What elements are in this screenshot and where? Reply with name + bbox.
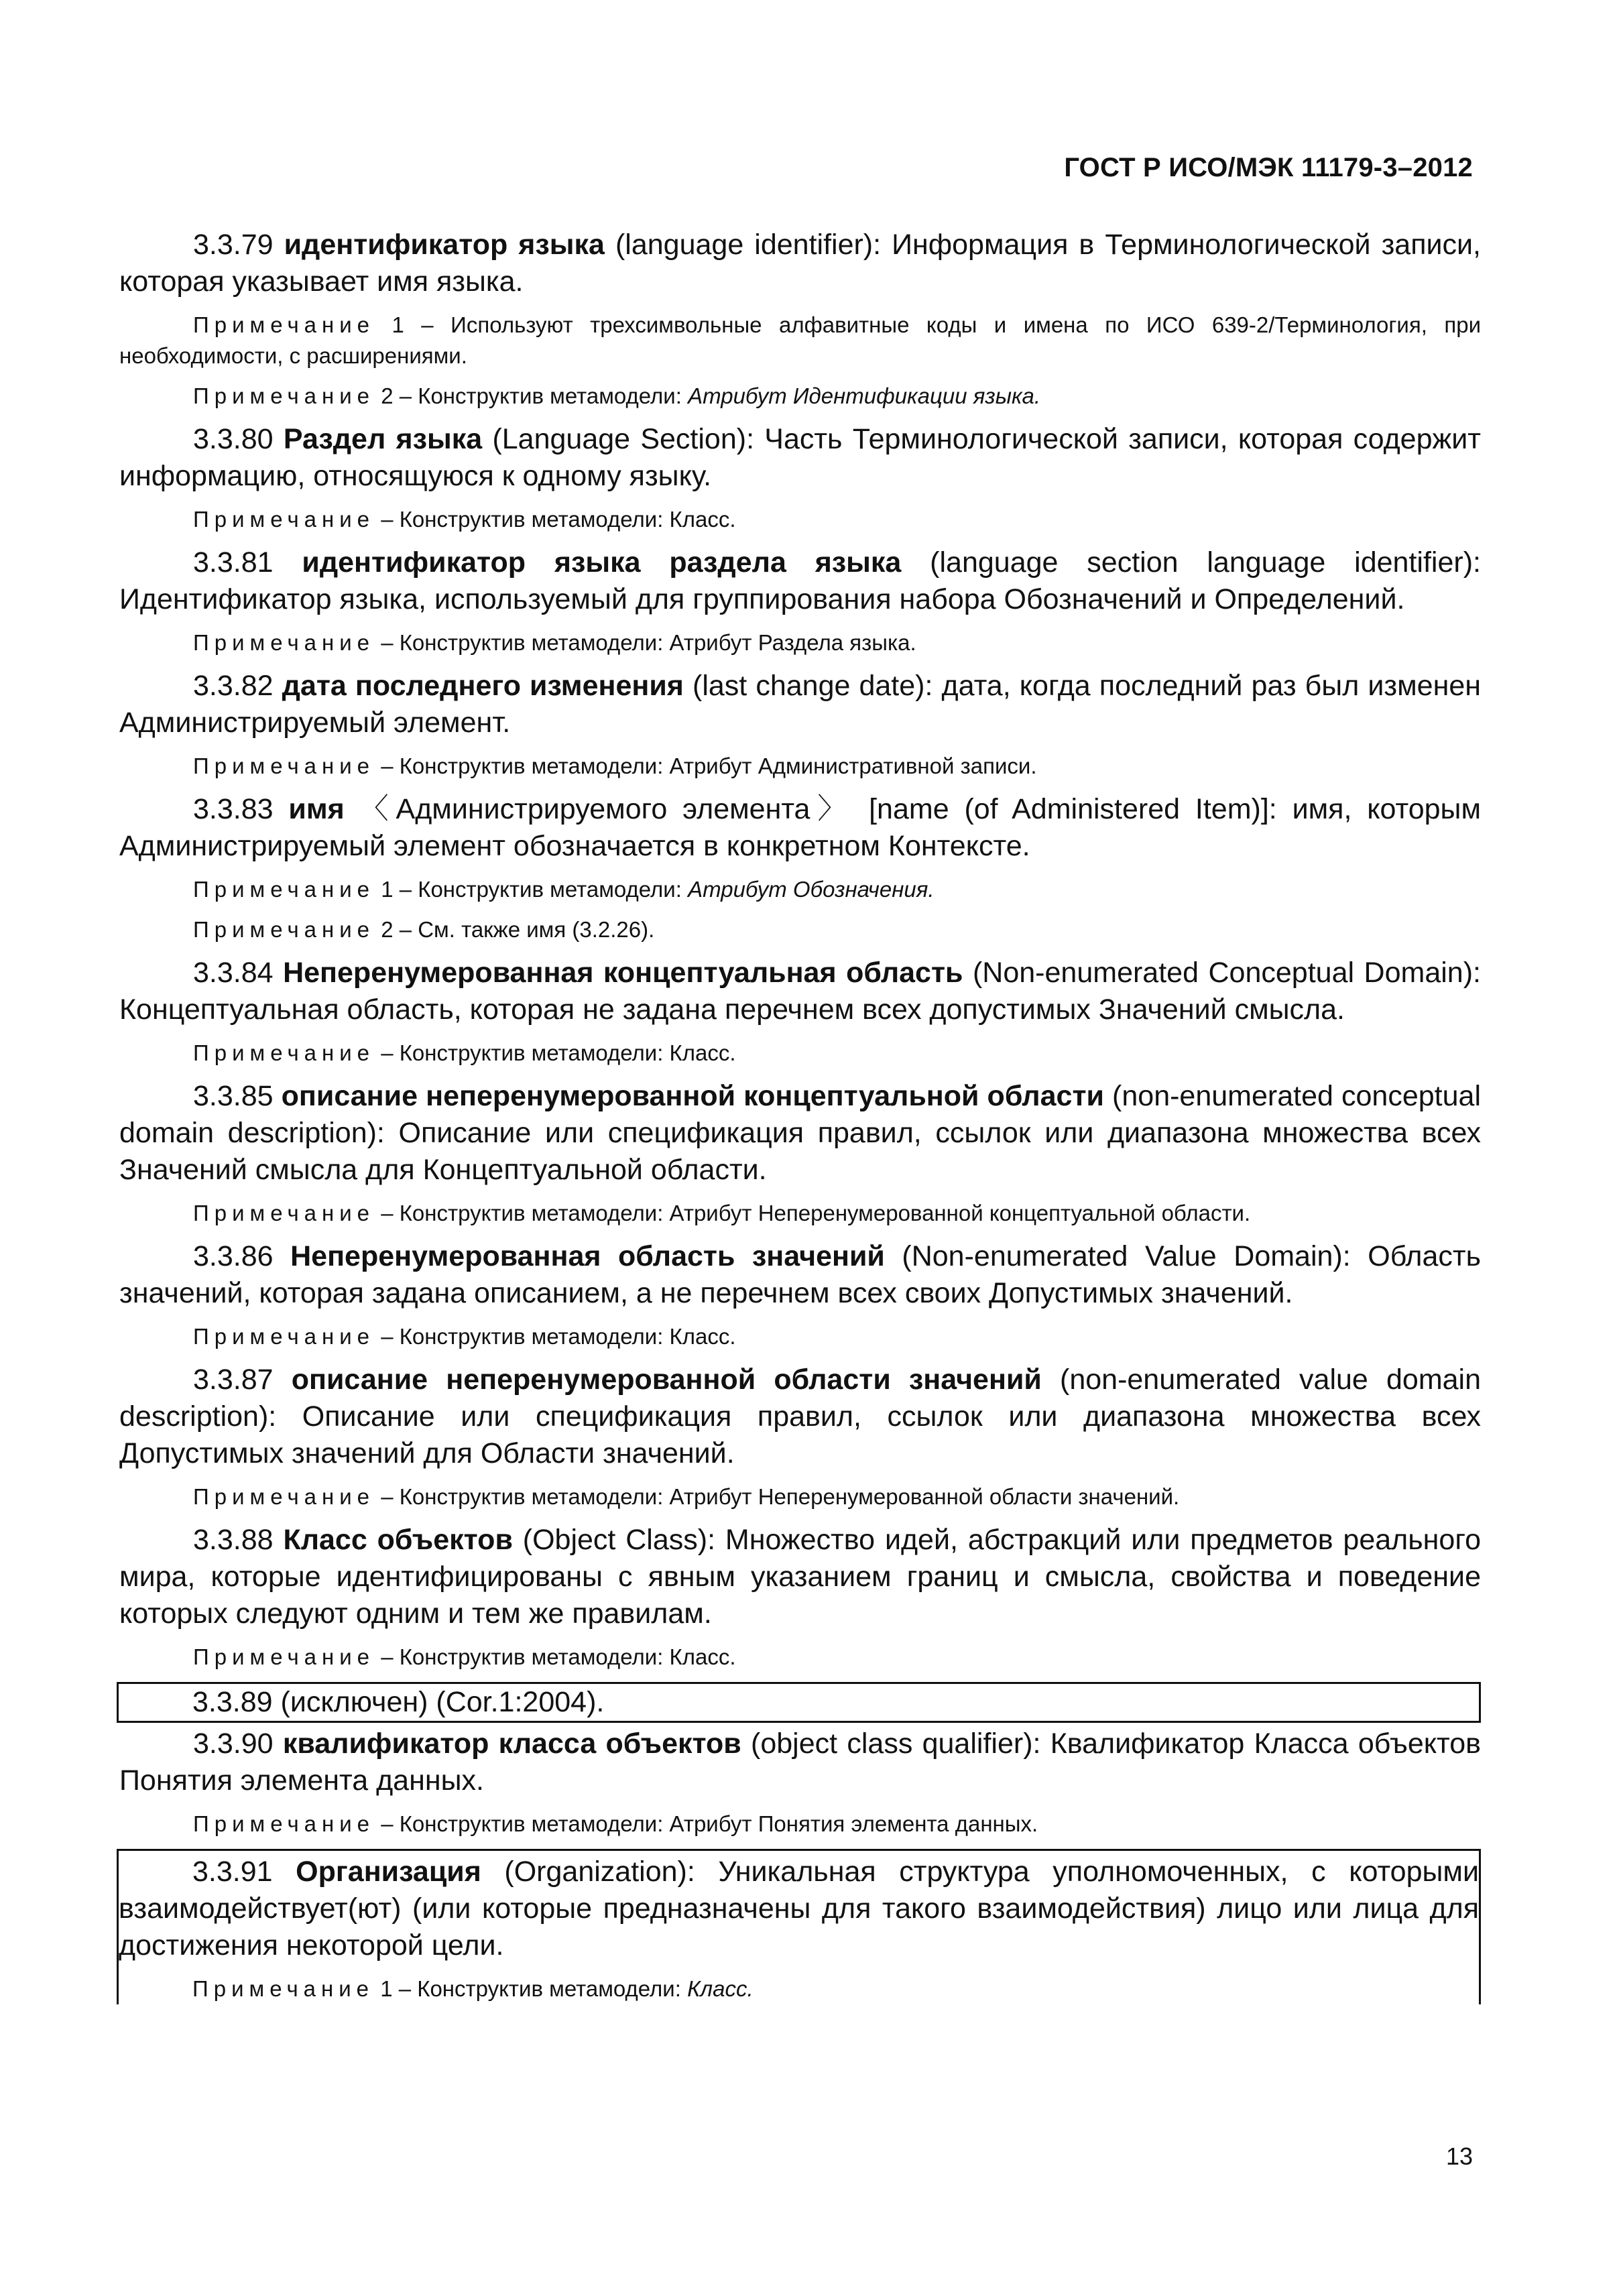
- term-entry: 3.3.86 Неперенумерованная область значений (Non-enumerated Value Domain): Область значений, которая задана описанием, а не перечнем всех своих Допустимых значений.: [119, 1240, 1481, 1309]
- term-entry: 3.3.83 имя 〈Администрируемого элемента〉 [name (of Administered Item)]: имя, которым Администрируемый элемент обозначается в конкретном Контексте.: [119, 793, 1482, 862]
- note: Примечание – Конструктив метамодели: Атрибут Неперенумерованной концептуальной области.: [193, 1201, 1251, 1225]
- note: Примечание – Конструктив метамодели: Атрибут Административной записи.: [193, 753, 1037, 778]
- term-entry: 3.3.91 Организация (Organization): Уникальная структура уполномоченных, с которыми взаимодействует(ют) (или которые предназначены для такого взаимодействия) лицо или лица для достижения некоторой цели.: [119, 1856, 1480, 1961]
- term-entry: 3.3.81 идентификатор языка раздела языка (language section language identifier): Идентификатор языка, используемый для группирования набора Обозначений и Определений.: [119, 546, 1481, 615]
- note: Примечание – Конструктив метамодели: Класс.: [193, 1324, 736, 1349]
- excluded-entry-box: [117, 1682, 1481, 1723]
- note: Примечание 2 – См. также имя (3.2.26).: [193, 917, 655, 942]
- note: Примечание – Конструктив метамодели: Класс.: [193, 507, 736, 532]
- note: Примечание – Конструктив метамодели: Атрибут Понятия элемента данных.: [193, 1811, 1038, 1836]
- term-entry: 3.3.79 идентификатор языка (language identifier): Информация в Терминологической записи, которая указывает имя языка.: [119, 229, 1481, 298]
- document-body: [119, 227, 1481, 2004]
- term-entry: 3.3.85 описание неперенумерованной концептуальной области (non-enumerated conceptual domain description): Описание или спецификация правил, ссылок или диапазона множества всех Значений смысла для Концептуальной области.: [119, 1080, 1481, 1186]
- term-entry: 3.3.89 (исключен) (Cor.1:2004).: [192, 1686, 605, 1718]
- page-number: 13: [1445, 2142, 1473, 2170]
- note: Примечание – Конструктив метамодели: Атрибут Неперенумерованной области значений.: [193, 1484, 1180, 1509]
- term-entry: 3.3.80 Раздел языка (Language Section): Часть Терминологической записи, которая содержит информацию, относящуюся к одному языку.: [119, 423, 1481, 492]
- note: Примечание 1 – Конструктив метамодели: Класс.: [192, 1976, 754, 2001]
- term-entry: 3.3.84 Неперенумерованная концептуальная область (Non-enumerated Conceptual Domain): Концептуальная область, которая не задана перечнем всех допустимых Значений смысла.: [119, 957, 1481, 1026]
- changed-entry-box: [117, 1849, 1481, 2004]
- term-entry: 3.3.88 Класс объектов (Object Class): Множество идей, абстракций или предметов реального мира, которые идентифицированы с явным указанием границ и смысла, свойства и поведение которых следуют одним и тем же правилам.: [119, 1524, 1481, 1630]
- note: Примечание – Конструктив метамодели: Атрибут Раздела языка.: [193, 630, 916, 655]
- term-entry: 3.3.87 описание неперенумерованной области значений (non-enumerated value domain description): Описание или спецификация правил, ссылок или диапазона множества всех Допустимых значений для Области значений.: [119, 1364, 1482, 1469]
- note: Примечание – Конструктив метамодели: Класс.: [193, 1040, 736, 1065]
- note: Примечание – Конструктив метамодели: Класс.: [193, 1644, 736, 1669]
- note: Примечание 1 – Конструктив метамодели: Атрибут Обозначения.: [193, 877, 935, 902]
- document-header: ГОСТ Р ИСО/МЭК 11179-3–2012: [1064, 153, 1473, 182]
- term-entry: 3.3.90 квалификатор класса объектов (object class qualifier): Квалификатор Класса объектов Понятия элемента данных.: [119, 1728, 1482, 1797]
- note: Примечание 1 – Используют трехсимвольные алфавитные коды и имена по ИСО 639-2/Терминология, при необходимости, с расширениями.: [119, 312, 1482, 368]
- note: Примечание 2 – Конструктив метамодели: Атрибут Идентификации языка.: [193, 383, 1041, 408]
- term-entry: 3.3.82 дата последнего изменения (last change date): дата, когда последний раз был изменен Администрируемый элемент.: [119, 670, 1481, 739]
